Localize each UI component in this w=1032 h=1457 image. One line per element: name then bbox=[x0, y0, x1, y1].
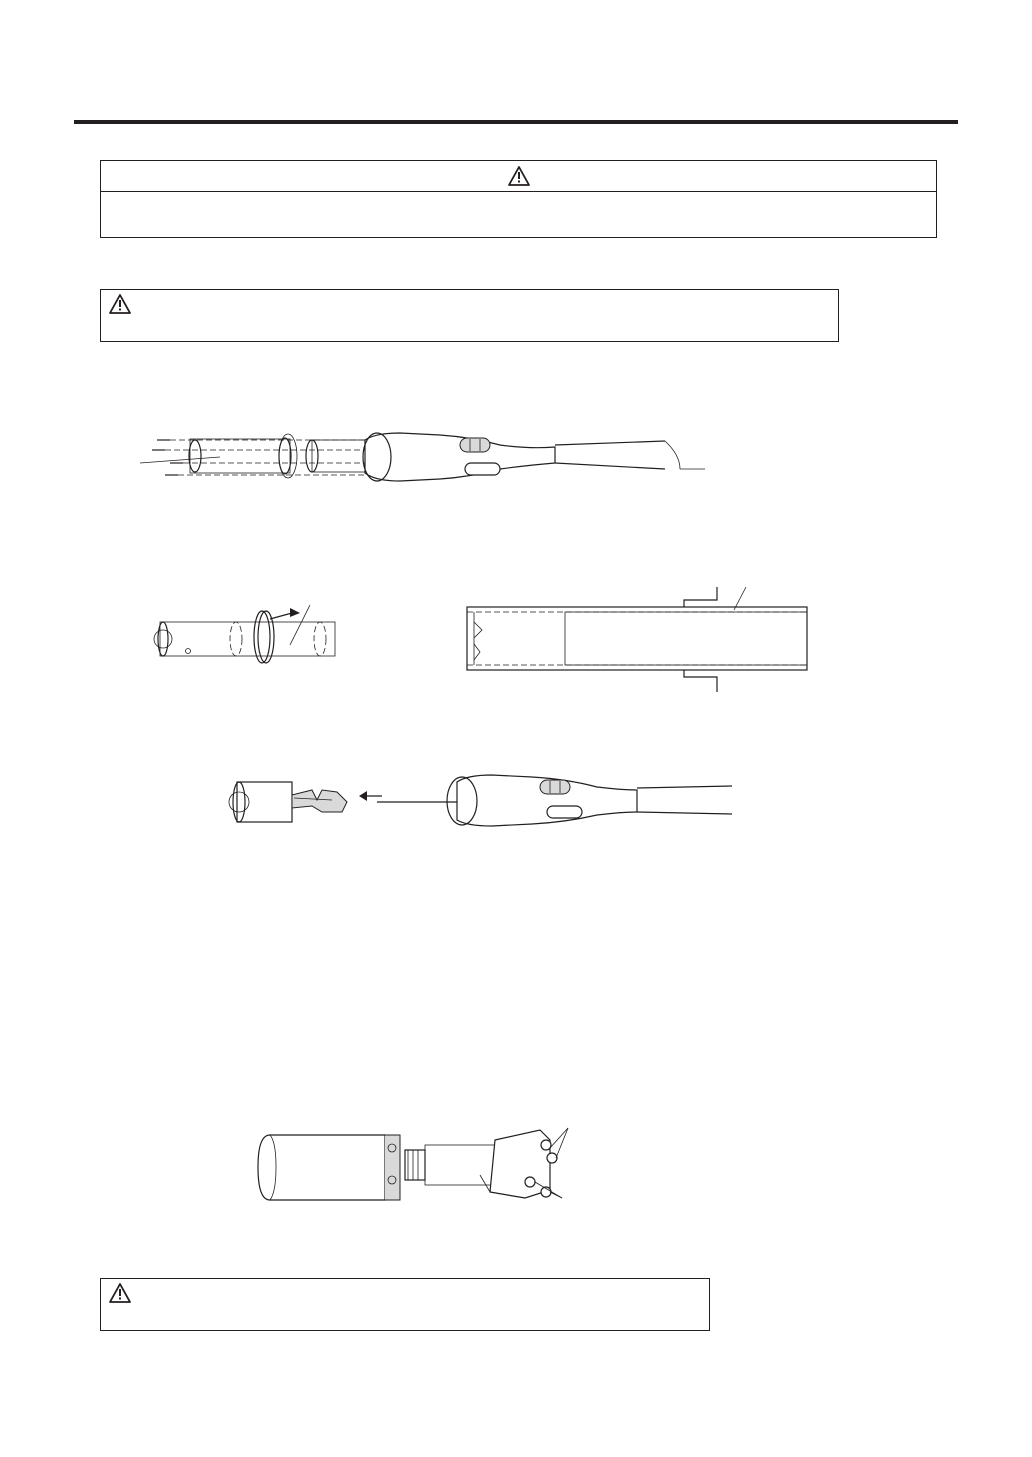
caution-box-2 bbox=[100, 1278, 710, 1331]
caution-box-1 bbox=[100, 289, 839, 342]
screw-icon bbox=[152, 440, 183, 475]
warning-box-top-header bbox=[101, 161, 936, 192]
figure-heater-pipe-removal bbox=[150, 605, 350, 670]
figure-heater-pull-out bbox=[222, 770, 737, 830]
figure-iron-disassembly bbox=[140, 425, 710, 500]
warning-box-top bbox=[100, 160, 937, 238]
warning-triangle-icon bbox=[508, 166, 530, 186]
warning-triangle-icon bbox=[109, 1283, 131, 1303]
header-rule bbox=[74, 120, 958, 124]
figure-heater-terminals bbox=[250, 1120, 580, 1210]
figure-pipe-cross-section bbox=[462, 582, 822, 702]
warning-triangle-icon bbox=[109, 294, 131, 314]
